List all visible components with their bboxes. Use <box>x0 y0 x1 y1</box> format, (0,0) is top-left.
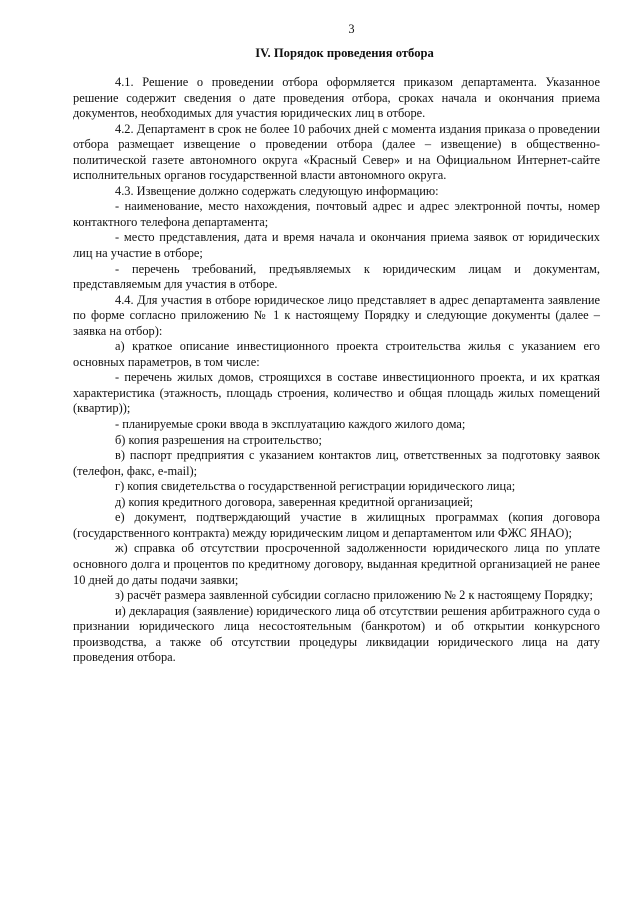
page-number: 3 <box>348 22 355 36</box>
paragraph-4-2: 4.2. Департамент в срок не более 10 рабочих дней с момента издания приказа о проведении отбора размещает извещение о проведении отбора (далее – извещение) в общественно-политической газете автономного округа «Красный Север» и на Официальном Интернет-сайте исполнительных органов государственной власти автономного округа. <box>73 121 600 183</box>
list-item-g: г) копия свидетельства о государственной регистрации юридического лица; <box>115 479 516 494</box>
list-item-d: д) копия кредитного договора, заверенная кредитной организацией; <box>115 494 474 509</box>
list-item-z: з) расчёт размера заявленной субсидии согласно приложению № 2 к настоящему Порядку; <box>115 588 593 603</box>
list-item-e: е) документ, подтверждающий участие в жилищных программах (копия договора (государственного контракта) между юридическим лицом и департаментом или ФЖС ЯНАО); <box>73 510 600 540</box>
list-item-i: и) декларация (заявление) юридического лица об отсутствии решения арбитражного суда о признании юридического лица несостоятельным (банкротом) и об открытии конкурсного производства, а также об отсутствии процедуры ликвидации юридического лица на дату проведения отбора. <box>73 603 600 665</box>
paragraph-4-4: 4.4. Для участия в отборе юридическое лицо представляет в адрес департамента заявление по форме согласно приложению № 1 к настоящему Порядку и следующие документы (далее – заявка на отбор): <box>73 292 600 338</box>
list-item-b: б) копия разрешения на строительство; <box>115 432 322 447</box>
list-item-zh: ж) справка об отсутствии просроченной задолженности юридического лица по уплате основного долга и процентов по кредитному договору, выданная кредитной организацией не ранее 10 дней до даты подачи заявки; <box>73 541 600 587</box>
paragraph-4-3: 4.3. Извещение должно содержать следующую информацию: <box>115 183 439 198</box>
list-item-v: в) паспорт предприятия с указанием контактов лиц, ответственных за подготовку заявок (телефон, факс, e-mail); <box>73 448 600 478</box>
section-title: IV. Порядок проведения отбора <box>255 46 434 60</box>
list-item-a-buildings: - перечень жилых домов, строящихся в составе инвестиционного проекта, и их краткая характеристика (этажность, площадь строения, количество и общая площадь жилых помещений (квартир)); <box>73 370 600 416</box>
list-item-a: а) краткое описание инвестиционного проекта строительства жилья с указанием его основных параметров, в том числе: <box>73 339 600 369</box>
list-item-submission-place: - место представления, дата и время начала и окончания приема заявок от юридических лиц на участие в отборе; <box>73 230 600 261</box>
paragraph-4-1: 4.1. Решение о проведении отбора оформляется приказом департамента. Указанное решение содержит сведения о дате проведения отбора, сроках начала и окончания приема документов, необходимых для участия юридических лиц в отборе. <box>73 75 600 121</box>
document-page <box>73 22 600 666</box>
list-item-requirements: - перечень требований, предъявляемых к юридическим лицам и документам, представляемым для участия в отборе. <box>73 261 600 292</box>
list-item-contact-info: - наименование, место нахождения, почтовый адрес и адрес электронной почты, номер контактного телефона департамента; <box>73 199 600 229</box>
list-item-a-dates: - планируемые сроки ввода в эксплуатацию каждого жилого дома; <box>115 417 466 432</box>
